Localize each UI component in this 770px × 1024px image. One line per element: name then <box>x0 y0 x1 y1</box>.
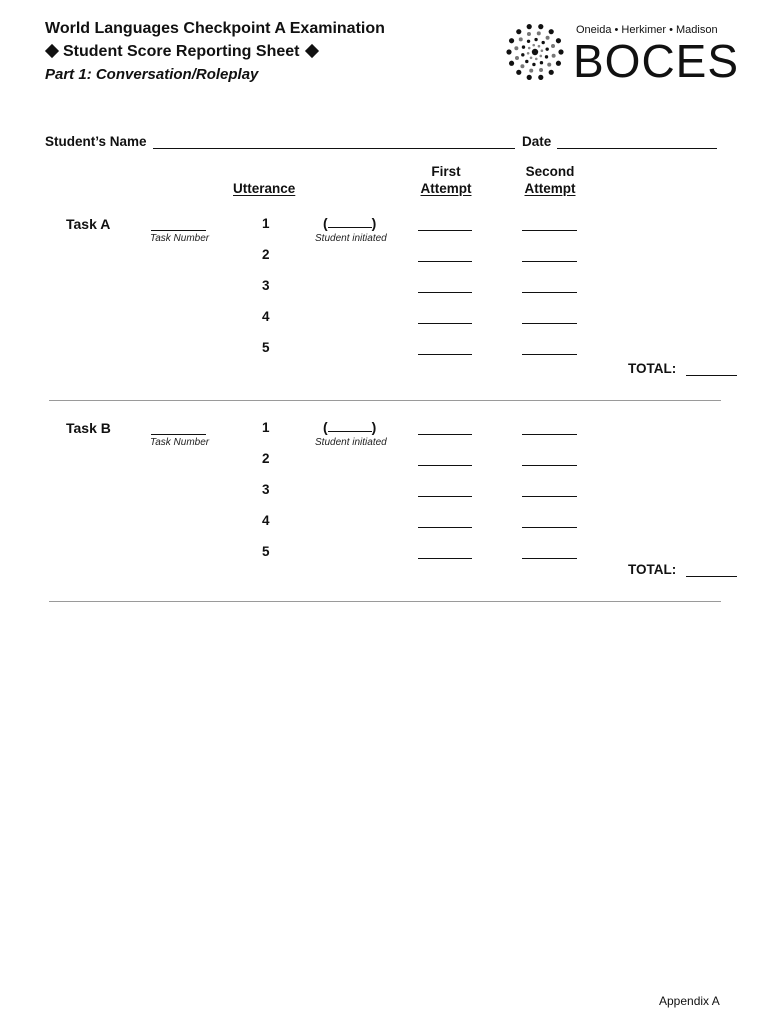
task-a-second-attempt-3[interactable] <box>522 292 577 293</box>
logo-dot <box>529 69 533 73</box>
task-a-first-attempt-4[interactable] <box>418 323 472 324</box>
logo-dot <box>527 40 530 43</box>
logo-dot <box>522 45 525 48</box>
logo-dot <box>527 52 530 55</box>
logo-dot <box>539 68 543 72</box>
logo-dot <box>552 54 556 58</box>
logo-dot <box>556 61 561 66</box>
logo-dot <box>527 32 531 36</box>
first-attempt-header-line1: First <box>431 164 461 179</box>
task-b-number-field[interactable] <box>151 434 206 435</box>
logo-dot <box>558 49 563 54</box>
logo-dot <box>530 56 533 59</box>
task-b-second-attempt-5[interactable] <box>522 558 577 559</box>
task-b-utterance-2: 2 <box>262 451 270 466</box>
task-b-number-caption: Task Number <box>150 437 210 448</box>
logo-dot <box>509 61 514 66</box>
logo-dot <box>528 47 531 50</box>
logo-dot <box>538 75 543 80</box>
logo-dot <box>538 24 543 29</box>
logo-tagline: Oneida • Herkimer • Madison <box>576 24 718 36</box>
logo-dot <box>549 29 554 34</box>
logo-dot <box>545 55 548 58</box>
task-b-total-field[interactable] <box>686 576 737 577</box>
task-a-utterance-2: 2 <box>262 247 270 262</box>
logo-dot <box>527 24 532 29</box>
task-b-first-attempt-1[interactable] <box>418 434 472 435</box>
logo-dot <box>532 63 535 66</box>
logo-center-dot <box>532 49 538 55</box>
logo-dot <box>540 61 543 64</box>
logo-dot <box>521 53 524 56</box>
task-b-first-attempt-4[interactable] <box>418 527 472 528</box>
date-label: Date <box>522 134 552 149</box>
logo-dot <box>556 38 561 43</box>
task-a-second-attempt-5[interactable] <box>522 354 577 355</box>
logo-dot <box>516 29 521 34</box>
task-b-utterance-4: 4 <box>262 513 270 528</box>
logo-dot <box>515 56 519 60</box>
task-a-utterance-4: 4 <box>262 309 270 324</box>
task-a-utterance-5: 5 <box>262 340 270 355</box>
task-a-student-initiated-field[interactable]: ( ) <box>323 215 377 231</box>
student-name-field[interactable] <box>153 148 515 149</box>
first-attempt-header-line2: Attempt <box>420 181 472 196</box>
task-a-utterance-3: 3 <box>262 278 270 293</box>
logo-dot <box>520 64 524 68</box>
task-b-first-attempt-2[interactable] <box>418 465 472 466</box>
task-a-first-attempt-1[interactable] <box>418 230 472 231</box>
section-divider-a <box>49 400 721 401</box>
section-divider-b <box>49 601 721 602</box>
logo-dot <box>525 60 528 63</box>
logo-dot <box>547 63 551 67</box>
sheet-title-text: Student Score Reporting Sheet <box>63 43 300 60</box>
task-a-total-label: TOTAL: <box>628 361 677 376</box>
sheet-title <box>45 42 323 62</box>
task-a-label: Task A <box>66 216 111 232</box>
second-attempt-header-line1: Second <box>525 164 575 179</box>
task-b-second-attempt-3[interactable] <box>522 496 577 497</box>
task-a-number-field[interactable] <box>151 230 206 231</box>
task-b-second-attempt-2[interactable] <box>522 465 577 466</box>
logo-dot <box>545 47 548 50</box>
task-b-utterance-3: 3 <box>262 482 270 497</box>
logo-dot <box>539 55 542 58</box>
diamond-left-icon <box>45 44 59 58</box>
logo-name: BOCES <box>573 35 740 87</box>
task-b-first-attempt-3[interactable] <box>418 496 472 497</box>
task-a-second-attempt-1[interactable] <box>522 230 577 231</box>
task-a-second-attempt-2[interactable] <box>522 261 577 262</box>
task-a-first-attempt-3[interactable] <box>418 292 472 293</box>
diamond-right-icon <box>305 44 319 58</box>
logo-dot <box>514 46 518 50</box>
task-b-utterance-1: 1 <box>262 420 270 435</box>
logo-dot <box>509 38 514 43</box>
logo-dot <box>551 44 555 48</box>
logo-dot <box>519 37 523 41</box>
logo-dot <box>541 49 544 52</box>
part-title: Part 1: Conversation/Roleplay <box>45 66 259 83</box>
logo-dot <box>546 36 550 40</box>
task-b-student-initiated-caption: Student initiated <box>315 437 387 448</box>
task-b-label: Task B <box>66 420 111 436</box>
task-a-second-attempt-4[interactable] <box>522 323 577 324</box>
logo-dot <box>541 41 544 44</box>
second-attempt-header-line2: Attempt <box>524 181 576 196</box>
task-a-total-field[interactable] <box>686 375 737 376</box>
task-b-second-attempt-4[interactable] <box>522 527 577 528</box>
task-a-student-initiated-caption: Student initiated <box>315 233 387 244</box>
logo-dot <box>534 38 537 41</box>
task-a-first-attempt-2[interactable] <box>418 261 472 262</box>
task-a-number-caption: Task Number <box>150 233 210 244</box>
task-b-student-initiated-field[interactable]: ( ) <box>323 419 377 435</box>
task-b-first-attempt-5[interactable] <box>418 558 472 559</box>
boces-logo-icon <box>505 22 565 82</box>
logo-dot <box>537 31 541 35</box>
logo-dot <box>538 45 541 48</box>
logo-dot <box>506 49 511 54</box>
task-b-utterance-5: 5 <box>262 544 270 559</box>
logo-dot <box>535 58 538 61</box>
task-a-first-attempt-5[interactable] <box>418 354 472 355</box>
logo-dot <box>516 70 521 75</box>
task-a-utterance-1: 1 <box>262 216 270 231</box>
exam-title: World Languages Checkpoint A Examination <box>45 20 385 37</box>
appendix-label: Appendix A <box>659 994 720 1008</box>
task-b-second-attempt-1[interactable] <box>522 434 577 435</box>
logo-dot <box>549 70 554 75</box>
task-b-total-label: TOTAL: <box>628 562 677 577</box>
student-name-label: Student’s Name <box>45 134 147 149</box>
logo-dot <box>532 44 535 47</box>
logo-dot <box>527 75 532 80</box>
date-field[interactable] <box>557 148 717 149</box>
utterance-header: Utterance <box>233 181 296 196</box>
